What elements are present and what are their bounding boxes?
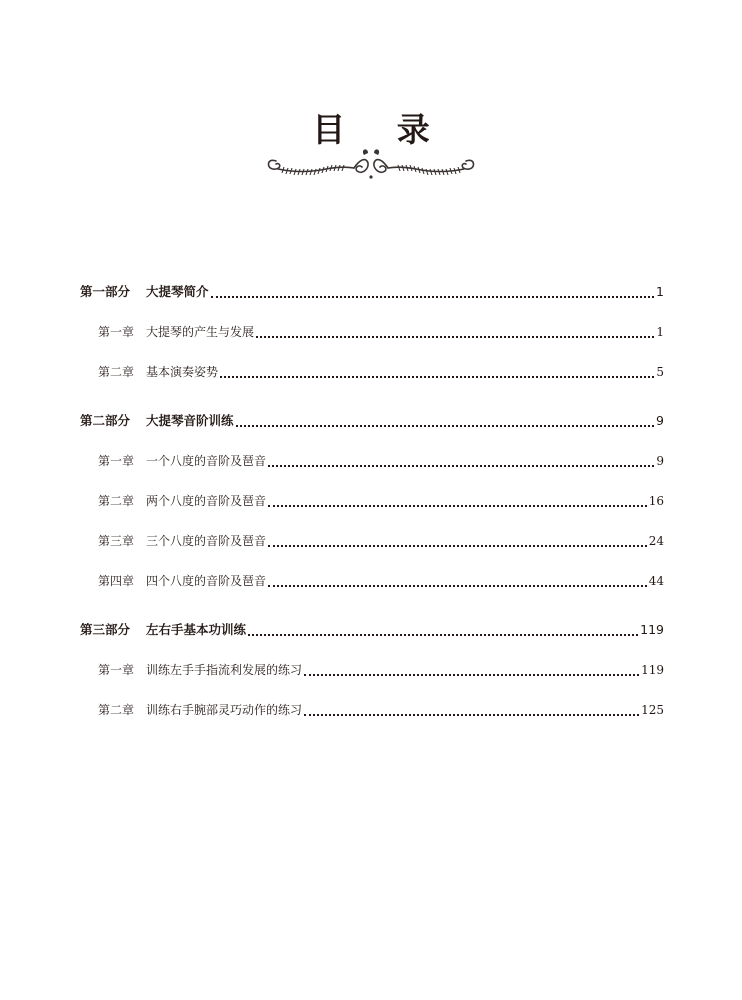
chapter-number: 第一章 xyxy=(98,454,135,468)
chapter-title: 大提琴的产生与发展 xyxy=(146,325,255,339)
page-number: 9 xyxy=(656,413,664,428)
part-number: 第二部分 xyxy=(80,413,131,428)
dot-leader xyxy=(304,713,639,716)
page-number: 24 xyxy=(648,534,664,548)
dot-leader xyxy=(211,295,655,298)
page-number: 16 xyxy=(648,494,664,508)
toc-chapter-entry[interactable] xyxy=(80,653,664,693)
table-of-contents xyxy=(80,275,664,733)
chapter-title: 训练右手腕部灵巧动作的练习 xyxy=(146,703,303,717)
chapter-title: 一个八度的音阶及琶音 xyxy=(146,454,267,468)
dot-leader xyxy=(304,673,639,676)
toc-part-entry[interactable] xyxy=(80,275,664,315)
toc-chapter-entry[interactable] xyxy=(80,524,664,564)
chapter-number: 第二章 xyxy=(98,494,135,508)
decorative-divider-ornament xyxy=(262,147,480,185)
dot-leader xyxy=(268,584,647,587)
toc-part-entry[interactable] xyxy=(80,404,664,444)
page-number: 44 xyxy=(648,574,664,588)
chapter-title: 两个八度的音阶及琶音 xyxy=(146,494,267,508)
part-title: 左右手基本功训练 xyxy=(146,622,247,637)
dot-leader xyxy=(256,335,654,338)
dot-leader xyxy=(220,375,654,378)
toc-chapter-entry[interactable] xyxy=(80,315,664,355)
page-number: 119 xyxy=(640,622,664,637)
page-number: 1 xyxy=(656,325,664,339)
chapter-number: 第一章 xyxy=(98,325,135,339)
toc-chapter-entry[interactable] xyxy=(80,693,664,733)
chapter-title: 三个八度的音阶及琶音 xyxy=(146,534,267,548)
toc-chapter-entry[interactable] xyxy=(80,564,664,604)
toc-chapter-entry[interactable] xyxy=(80,444,664,484)
part-title: 大提琴简介 xyxy=(146,284,209,299)
chapter-title: 基本演奏姿势 xyxy=(146,365,219,379)
chapter-number: 第二章 xyxy=(98,703,135,717)
page-number: 5 xyxy=(656,365,664,379)
dot-leader xyxy=(268,544,647,547)
chapter-number: 第四章 xyxy=(98,574,135,588)
toc-part-entry[interactable] xyxy=(80,613,664,653)
chapter-title: 训练左手手指流利发展的练习 xyxy=(146,663,303,677)
dot-leader xyxy=(236,424,655,427)
page-number: 9 xyxy=(656,454,664,468)
chapter-number: 第二章 xyxy=(98,365,135,379)
part-number: 第三部分 xyxy=(80,622,131,637)
chapter-number: 第一章 xyxy=(98,663,135,677)
part-number: 第一部分 xyxy=(80,284,131,299)
page-number: 1 xyxy=(656,284,664,299)
page-title: 目 录 xyxy=(312,110,450,149)
chapter-title: 四个八度的音阶及琶音 xyxy=(146,574,267,588)
chapter-number: 第三章 xyxy=(98,534,135,548)
dot-leader xyxy=(268,504,647,507)
toc-chapter-entry[interactable] xyxy=(80,484,664,524)
page-number: 119 xyxy=(641,663,664,677)
toc-chapter-entry[interactable] xyxy=(80,355,664,395)
dot-leader xyxy=(268,464,654,467)
part-title: 大提琴音阶训练 xyxy=(146,413,234,428)
page-number: 125 xyxy=(641,703,664,717)
dot-leader xyxy=(248,633,638,636)
